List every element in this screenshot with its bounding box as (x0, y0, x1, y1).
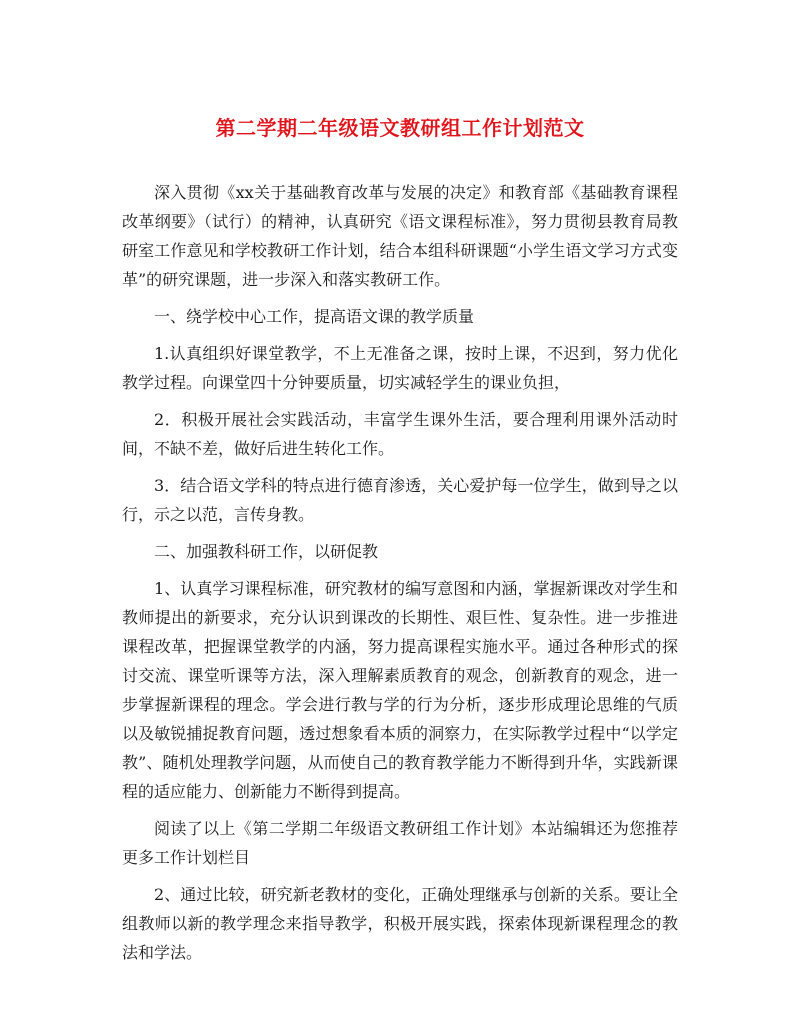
intro-paragraph: 深入贯彻《xx关于基础教育改革与发展的决定》和教育部《基础教育课程改革纲要》（试行）的精神，认真研究《语文课程标准》，努力贯彻县教育局教研室工作意见和学校教研工作计划，结合本组科研课题“小学生语文学习方式变革”的研究课题，进一步深入和落实教研工作。 (122, 183, 678, 289)
item-1-3: 3．结合语文学科的特点进行德育渗透，关心爱护每一位学生，做到导之以行，示之以范，言传身教。 (122, 476, 678, 524)
recommendation-paragraph: 阅读了以上《第二学期二年级语文教研组工作计划》本站编辑还为您推荐更多工作计划栏目 (122, 819, 678, 867)
section-heading-2: 二、加强教科研工作，以研促教 (154, 542, 379, 561)
item-1-2: 2．积极开展社会实践活动，丰富学生课外生活，要合理利用课外活动时间，不缺不差，做好后进生转化工作。 (122, 410, 678, 458)
item-2-2: 2、通过比较，研究新老教材的变化，正确处理继承与创新的关系。要让全组教师以新的教学理念来指导教学，积极开展实践，探索体现新课程理念的教法和学法。 (122, 885, 678, 962)
document-title: 第二学期二年级语文教研组工作计划范文 (215, 116, 585, 140)
section-heading-1: 一、绕学校中心工作，提高语文课的教学质量 (154, 307, 475, 326)
item-1-1: 1.认真组织好课堂教学，不上无准备之课，按时上课，不迟到，努力优化教学过程。向课堂四十分钟要质量，切实减轻学生的课业负担， (122, 344, 678, 392)
document-body (122, 178, 678, 975)
item-2-1: 1、认真学习课程标准，研究教材的编写意图和内涵，掌握新课改对学生和教师提出的新要求，充分认识到课改的长期性、艰巨性、复杂性。进一步推进课程改革，把握课堂教学的内涵，努力提高课程实施水平。通过各种形式的探讨交流、课堂听课等方法，深入理解素质教育的观念，创新教育的观念，进一步掌握新课程的理念。学会进行教与学的行为分析，逐步形成理论思维的气质以及敏锐捕捉教育问题，透过想象看本质的洞察力，在实际教学过程中“以学定教”、随机处理教学问题，从而使自己的教育教学能力不断得到升华，实践新课程的适应能力、创新能力不断得到提高。 (122, 579, 678, 801)
